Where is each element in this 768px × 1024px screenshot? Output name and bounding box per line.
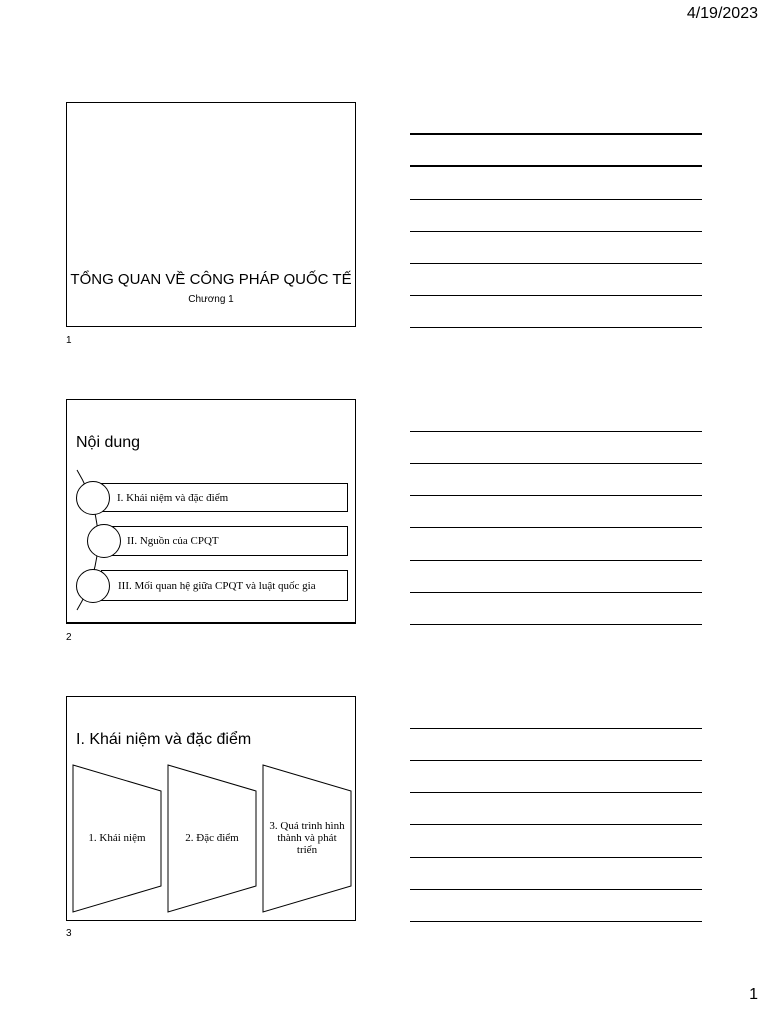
- note-line: [410, 560, 702, 561]
- note-line: [410, 133, 702, 135]
- bullet-circle-icon: [76, 481, 110, 515]
- note-line: [410, 792, 702, 793]
- slide-1-title: TỔNG QUAN VỀ CÔNG PHÁP QUỐC TẾ: [70, 271, 352, 288]
- note-line: [410, 165, 702, 167]
- note-line: [410, 295, 702, 296]
- note-line: [410, 263, 702, 264]
- note-line: [410, 728, 702, 729]
- bullet-circle-icon: [87, 524, 121, 558]
- process-step-label: 3. Quá trình hình thành và phát triển: [269, 820, 345, 856]
- list-item: III. Mối quan hệ giữa CPQT và luật quốc gia: [101, 570, 348, 601]
- note-line: [410, 495, 702, 496]
- note-line: [410, 824, 702, 825]
- process-step-label: 2. Đặc điểm: [185, 832, 239, 844]
- page-number: 1: [749, 986, 758, 1003]
- bullet-circle-icon: [76, 569, 110, 603]
- slide-3-thumbnail: [66, 696, 356, 921]
- list-item: I. Khái niệm và đặc điểm: [101, 483, 348, 512]
- slide-2-title: Nội dung: [76, 434, 141, 451]
- note-line: [410, 624, 702, 625]
- note-line: [410, 199, 702, 200]
- note-line: [410, 857, 702, 858]
- note-line: [410, 592, 702, 593]
- note-line: [410, 760, 702, 761]
- print-date: 4/19/2023: [686, 5, 758, 22]
- list-item: II. Nguồn của CPQT: [111, 526, 348, 556]
- slide-1-thumbnail: [66, 102, 356, 327]
- slide-2-number: 2: [66, 632, 72, 643]
- note-line: [410, 527, 702, 528]
- slide-3-title: I. Khái niệm và đặc điểm: [76, 731, 252, 748]
- note-line: [410, 463, 702, 464]
- note-line: [410, 231, 702, 232]
- slide-2-thumbnail: [66, 399, 356, 624]
- slide-1-number: 1: [66, 335, 72, 346]
- note-line: [410, 889, 702, 890]
- slide-3-number: 3: [66, 928, 72, 939]
- note-line: [410, 431, 702, 432]
- process-step-label: 1. Khái niệm: [88, 832, 146, 844]
- note-line: [410, 327, 702, 328]
- note-line: [410, 921, 702, 922]
- slide-1-subtitle: Chương 1: [188, 294, 234, 305]
